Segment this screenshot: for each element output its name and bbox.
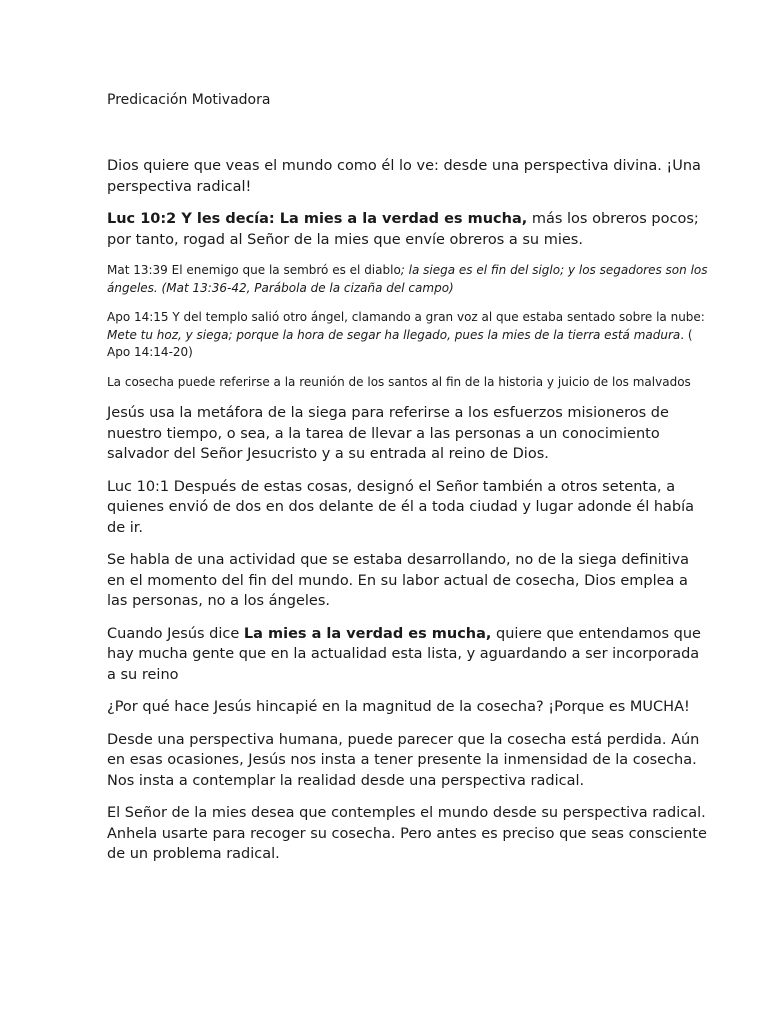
paragraph-cuando-jesus <box>107 624 708 686</box>
paragraph-intro: Dios quiere que veas el mundo como él lo ve: desde una perspectiva divina. ¡Una perspectiva radical! <box>107 158 701 195</box>
paragraph-apo-14-15 <box>107 309 708 362</box>
verse-bold-text: Luc 10:2 Y les decía: La mies a la verdad es mucha, <box>107 211 528 227</box>
verse-italic-text: ; la siega es el fin del siglo; y los segadores son los ángeles. (Mat 13:36-42, Parábola de la cizaña del campo) <box>107 263 708 295</box>
verse-reference: . ( Apo 14:14-20) <box>107 327 693 359</box>
text-start: Cuando Jesús dice <box>107 625 244 642</box>
paragraph-pregunta: ¿Por qué hace Jesús hincapié en la magnitud de la cosecha? ¡Porque es MUCHA! <box>107 699 690 715</box>
paragraph-mat-13-39 <box>107 262 708 297</box>
paragraph-actividad: Se habla de una actividad que se estaba desarrollando, no de la siega definitiva en el momento del fin del mundo. En su labor actual de cosecha, Dios emplea a las personas, no a los ángeles. <box>107 552 689 609</box>
document-title: Predicación Motivadora <box>107 92 271 108</box>
quote-bold-text: La mies a la verdad es mucha, <box>243 625 492 642</box>
verse-text: Mat 13:39 El enemigo que la sembró es el diablo <box>107 263 401 277</box>
verse-text: Apo 14:15 Y del templo salió otro ángel, clamando a gran voz al que estaba sentado sobre la nube: <box>107 310 705 324</box>
paragraph-metafora: Jesús usa la metáfora de la siega para referirse a los esfuerzos misioneros de nuestro tiempo, o sea, a la tarea de llevar a las personas a un conocimiento salvador del Señor Jesucristo y a su entrada al reino de Dios. <box>107 405 669 462</box>
paragraph-senor-mies: El Señor de la mies desea que contemples el mundo desde su perspectiva radical. Anhela usarte para recoger su cosecha. Pero antes es preciso que seas consciente de un problema radical. <box>107 805 707 862</box>
paragraph-luc-10-2 <box>107 209 708 250</box>
paragraph-perspectiva-humana: Desde una perspectiva humana, puede parecer que la cosecha está perdida. Aún en esas ocasiones, Jesús nos insta a tener presente la inmensidad de la cosecha. Nos insta a contemplar la realidad desde una perspectiva radical. <box>107 731 700 789</box>
paragraph-luc-10-1: Luc 10:1 Después de estas cosas, designó el Señor también a otros setenta, a quienes envió de dos en dos delante de él a toda ciudad y lugar adonde él había de ir. <box>107 478 695 536</box>
verse-italic-text: Mete tu hoz, y siega; porque la hora de segar ha llegado, pues la mies de la tierra está madura <box>107 327 681 342</box>
text-rest: quiere que entendamos que hay mucha gente que en la actualidad esta lista, y aguardando a ser incorporada a su reino <box>107 625 701 683</box>
verse-text: más los obreros pocos; por tanto, rogad al Señor de la mies que envíe obreros a su mies. <box>107 211 699 248</box>
paragraph-cosecha: La cosecha puede referirse a la reunión de los santos al fin de la historia y juicio de los malvados <box>107 374 691 389</box>
